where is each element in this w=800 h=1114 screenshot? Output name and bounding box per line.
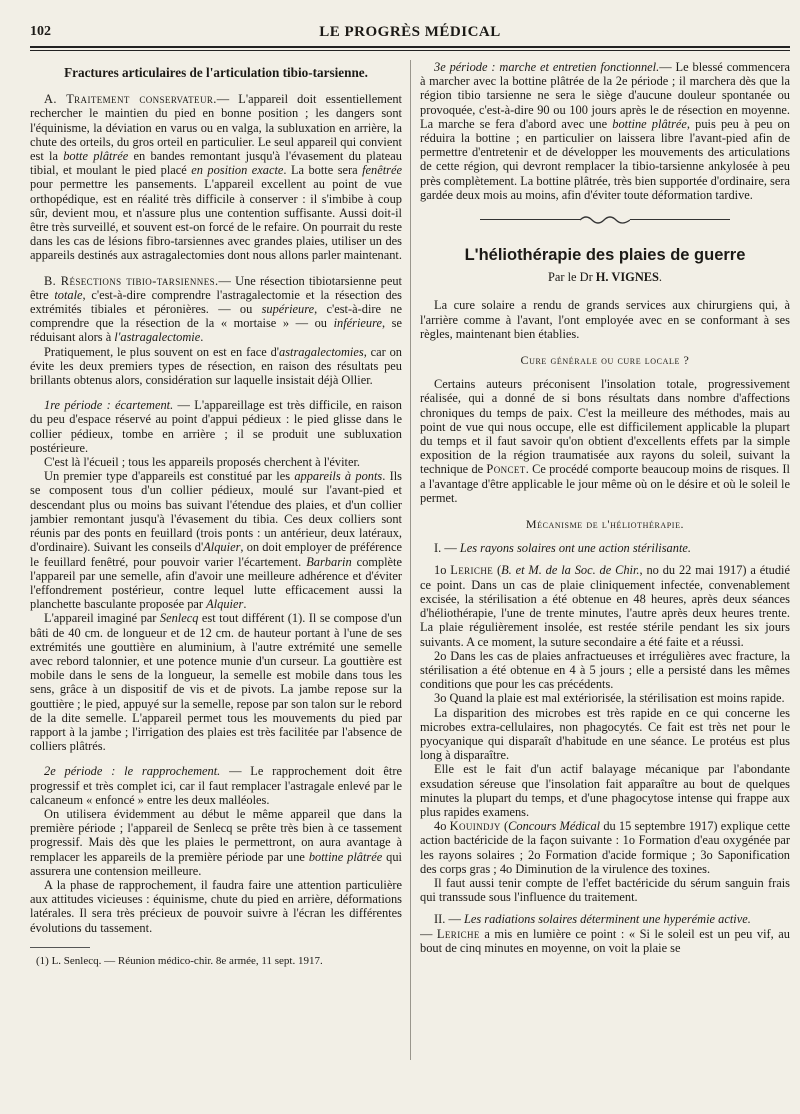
name-kouindjy: Kouindjy	[449, 819, 501, 834]
text: , no du 22 mai 1917) a étudié ce point. Dans un cas de plaie cliniquement infectée, convenablement excisée, la stérilisation a été obtenue en 48 heures, après deux séances d'héliothérapie, l'une de trente minutes, l'autre après deux heures trente. La plaie régulièrement insolée, est restée stérile pendant les six jours suivants. A ce moment, la suture secondaire a été faite et a réussi.	[420, 563, 790, 649]
text: qui assurera une contension meilleure.	[30, 849, 402, 878]
section-title: Fractures articulaires de l'articulation tibio-tarsienne.	[64, 65, 368, 80]
text: du 15 septembre 1917) explique cette action bactéricide de la façon suivante : 1o Formation d'eau oxygénée par les rayons solaires ; 2o Formation d'acide formique ; 3o Saponification des corps gras ; 4o Diminution de la virulence des toxines.	[420, 819, 790, 876]
text: — Le blessé commencera à marcher avec la bottine plâtrée de la 2e période ; il marchera dès que la région tibio tarsienne ne sera le siège d'aucune douleur spontanée ou provoquée, c'est-à-dire 90 ou 100 jours après le de résection en moyenne. La marche se fera d'abord avec une	[420, 60, 790, 131]
emph: Barbarin	[306, 554, 352, 569]
text: .	[200, 330, 204, 345]
emph: astragalectomies	[279, 344, 364, 359]
emph: Concours Médical	[508, 819, 601, 834]
emph: supérieure	[261, 302, 315, 317]
text: Pratiquement, le plus souvent on est en face d'	[44, 344, 280, 359]
heading-point-1	[420, 541, 790, 555]
text: (	[493, 563, 502, 578]
text: est tout différent (1). Il se compose d'un bâti de 40 cm. de longueur et de 12 cm. de hauteur portant à l'une de ses extrémités une gouttière en aluminium, à l'autre extrémité une semelle avec rebord talonnier, et une potence munie d'un curseur. La gouttière est mobile dans le sens de la longueur, la semelle est mobile dans tous les sens, grâce à un dispositif de vis et de pivots. La jambe repose sur la gouttière ; le pied, appuyé sur la semelle, repose par son talon sur le rebord de la dite semelle. L'appareil permet tous les mouvements du pied par rapport à la jambe ; l'irrigation des plaies est très facilitée par l'absence de colliers plâtrés.	[30, 611, 402, 754]
emph: botte plâtrée	[63, 149, 129, 164]
paragraph-b	[30, 274, 402, 345]
text: —	[420, 926, 437, 941]
text: . Ce procédé comporte beaucoup moins de risques. Il a l'avantage d'être applicable le jour même où on le désire et où le soleil le permet.	[420, 462, 790, 505]
paragraph-cure	[420, 377, 790, 505]
column-divider	[410, 60, 411, 1060]
period1-label: 1re période : écartement.	[44, 398, 174, 413]
paragraph-period3	[420, 60, 790, 202]
text: , car on évite les deux premiers types de résection, en raison des résultats peu brillants obtenus alors, considération sur laquelle insistait déjà Ollier.	[30, 344, 402, 388]
label-b: B. Résections tibio-tarsiennes.	[44, 273, 219, 288]
text: — L'appareil doit essentiellement rechercher le maintien du pied en bonne position ; les dangers sont l'équinisme, la déviation en varus ou en valga, la subluxation en arrière, la chute des orteils, du gros orteil en particulier. Le seul appareil qui convient est la	[30, 92, 402, 164]
text: pour permettre les pansements. L'appareil excellent au point de vue orthopédique, est en réalité très difficile à conserver : il s'imbibe à coup sûr, devient mou, et n'assure plus une contention suffisante. Aussi doit-il être très surveillé, et souvent est-on forcé de le refaire. On pourrait du reste dans les cas de lésions fibro-tarsiennes avec grandes plaies, utiliser un des appareils destinés aux astragalectomies dont nous allons parler maintenant.	[30, 177, 402, 263]
text: Par le Dr	[547, 270, 596, 285]
emph: B. et M. de la Soc. de Chir.	[501, 563, 640, 578]
text: — Le rapprochement doit être progressif et très complet ici, car il faut remplacer l'astragale enlevé par le calcaneum « enfoncé » entre les deux malléoles.	[30, 764, 402, 807]
text: .	[243, 597, 247, 612]
text: (	[500, 819, 509, 834]
text: — L'appareillage est très difficile, en raison du peu d'espace réservé au point d'appui pédieux : le pied glisse dans le collier pédieux, tombe en arrière ; il se produit une subluxation postérieure.	[30, 398, 402, 455]
name-poncet: Poncet	[486, 462, 526, 477]
paragraph-e2: 2o Dans les cas de plaies anfractueuses et irrégulières avec fracture, la stérilisation a été obtenue en 4 à 5 jours ; elle a persisté dans les mêmes conditions que pour les cas précédents.	[420, 648, 790, 692]
emph: inférieure	[333, 316, 382, 331]
paragraph-period2	[30, 764, 402, 807]
text: . Ils se composent tous d'un collier pédieux, moulé sur l'avant-pied et descendant plus ou moins bas suivant l'étendue des plaies, et d'un collier jambier remontant jusqu'à l'évasement du tibia. Ces deux colliers sont réunis par des ponts en feuillard (trois ponts : un antérieur, deux latéraux, d'ordinaire). Suivant les conseils d'	[30, 469, 402, 555]
paragraph-b2	[30, 345, 402, 388]
emph: totale	[54, 287, 83, 302]
emph: Senlecq	[159, 611, 199, 626]
paragraph-period1-4	[30, 611, 402, 753]
paragraph-e3: 3o Quand la plaie est mal extériorisée, la stérilisation est moins rapide.	[434, 691, 785, 706]
page-number: 102	[30, 24, 51, 39]
text: L'appareil imaginé par	[44, 611, 160, 626]
emph: bottine plâtrée	[308, 849, 383, 864]
footnote: (1) L. Senlecq. — Réunion médico-chir. 8e armée, 11 sept. 1917.	[36, 954, 323, 967]
subheading-cure: Cure générale ou cure locale ?	[520, 353, 690, 368]
emph: l'astragalectomie	[114, 330, 201, 345]
paragraph-period2-2	[30, 807, 402, 878]
paragraph-e4: La disparition des microbes est très rapide en ce qui concerne les microbes extra-cellulaires, non phagocytés. Ce fait est très net pour le pyocyanique qui disparaît d'habitude en une séance. Le protéus est plus long à disparaître.	[420, 705, 790, 763]
text: , c'est-à-dire comprendre l'astragalectomie et la résection des extrémités tibiales et péronières. — ou	[30, 287, 402, 317]
paragraph-intro: La cure solaire a rendu de grands services aux chirurgiens qui, à l'arrière comme à l'avant, l'ont employée avec en se conformant à ses règles, maintenant bien établies.	[420, 298, 790, 341]
name-leriche: Leriche	[450, 563, 494, 578]
right-column	[420, 60, 790, 1100]
journal-title: LE PROGRÈS MÉDICAL	[319, 24, 501, 40]
emph: Les radiations solaires déterminent une hyperémie active.	[463, 912, 751, 927]
paragraph-period1-2: C'est là l'écueil ; tous les appareils proposés cherchent à l'éviter.	[44, 455, 361, 470]
emph: appareils à ponts	[294, 469, 383, 484]
paragraph-a	[30, 92, 402, 262]
text: , se réduisant alors à	[30, 316, 402, 345]
text: , puis peu à peu on réduira la bottine ; en particulier on laissera libre l'avant-pied afin de permettre d'entretenir et de développer les mouvements des articulations de cette région, qui devront remplacer la tibio-tarsienne ankylosée à peu près complètement. La bottine plâtrée, très bien supportée d'ordinaire, sera gardée deux mois au moins, afin d'éviter toute déformation tardive.	[420, 116, 790, 202]
paragraph-e8	[420, 927, 790, 955]
period3-label: 3e période : marche et entretien fonctionnel.	[434, 60, 660, 74]
emph: en position exacte	[191, 163, 284, 178]
paragraph-kouindjy	[420, 819, 790, 876]
period2-label: 2e période : le rapprochement.	[44, 764, 221, 779]
paragraph-leriche	[420, 563, 790, 648]
header-rule-thick	[30, 46, 790, 48]
emph: Les rayons solaires ont une action stérilisante.	[459, 541, 691, 556]
text: Un premier type d'appareils est constitué par les	[44, 469, 295, 484]
text: — Une résection tibiotarsienne peut être	[30, 273, 402, 302]
paragraph-period2-3: A la phase de rapprochement, il faudra faire une attention particulière aux attitudes vicieuses : équinisme, chute du pied en arrière, déformations latérales. Il sera très précieux de pouvoir suivre à l'écran les différentes évolutions du tassement.	[30, 877, 402, 935]
text: en bandes remontant jusqu'à l'évasement du plateau tibial, et moulant le pied placé	[30, 149, 402, 178]
paragraph-e5: Elle est le fait d'un actif balayage mécanique par l'abondante exsudation séreuse que l'insolation fait apparaître au bout de quelques minutes la plupart du temps, et d'une phagocytose intense qui frappe aux plus rapides examens.	[420, 762, 790, 819]
paragraph-e7: Il faut aussi tenir compte de l'effet bactéricide du sérum sanguin frais qui transsude sous l'influence du traitement.	[420, 875, 790, 905]
text: Certains auteurs préconisent l'insolation totale, progressivement réalisée, qui a donné de si bons résultats dans nombre d'affections chroniques du temps de paix. C'est la meilleure des méthodes, mais au point de vue qui nous occupe, elle est difficilement applicable la plupart du temps et il faut savoir qu'on obtient d'excellents effets par la simple exposition de la région traumatisée aux rayons du soleil, suivant la technique de	[420, 377, 790, 477]
emph: Alquier	[203, 540, 241, 555]
footnote-rule	[30, 947, 90, 948]
paragraph-period1-3	[30, 469, 402, 611]
emph: fenêtrée	[362, 163, 402, 178]
flourish-icon	[580, 212, 630, 228]
article-title: L'héliothérapie des plaies de guerre	[464, 246, 746, 265]
ornament-divider	[480, 212, 730, 228]
text: , c'est-à-dire ne comprendre que la résection de la « mortaise » — ou	[30, 302, 402, 331]
emph: Alquier	[206, 597, 244, 612]
text: 1o	[434, 563, 451, 578]
heading-point-2	[420, 912, 790, 926]
text: . La botte sera	[283, 163, 363, 178]
byline	[420, 270, 790, 284]
text: On utilisera évidemment au début le même appareil que dans la première période ; l'appareil de Senlecq se prête très bien à ce tassement progressif. Mais dès que les plaies le permettront, on aura avantage à remplacer les appareils de la première période par une	[30, 806, 402, 864]
text: 4o	[434, 819, 450, 834]
text: complète l'appareil par une semelle, afin d'avoir une meilleure adhérence et d'éviter l'effondrement postérieur, contre lequel lutte efficacement aussi la planchette basculante proposée par	[30, 554, 402, 612]
emph: bottine plâtrée	[612, 116, 687, 131]
subheading-mecanisme: Mécanisme de l'héliothérapie.	[525, 517, 685, 532]
header-rule-thin	[30, 50, 790, 51]
left-column	[30, 60, 402, 1100]
running-header	[30, 24, 790, 44]
text: I. —	[434, 541, 460, 556]
text: .	[658, 270, 663, 285]
name-leriche: Leriche	[436, 926, 480, 941]
author-name: H. VIGNES	[595, 270, 659, 285]
text: II. —	[434, 912, 464, 927]
text: , on doit employer de préférence le feuillard fenêtré, pour pouvoir varier l'écartement.	[30, 540, 402, 569]
paragraph-period1	[30, 398, 402, 455]
label-a: A. Traitement conservateur.	[44, 92, 217, 107]
text: a mis en lumière ce point : « Si le soleil est un peu vif, au bout de cinq minutes en moyenne, on voit la plaie se	[420, 926, 790, 955]
